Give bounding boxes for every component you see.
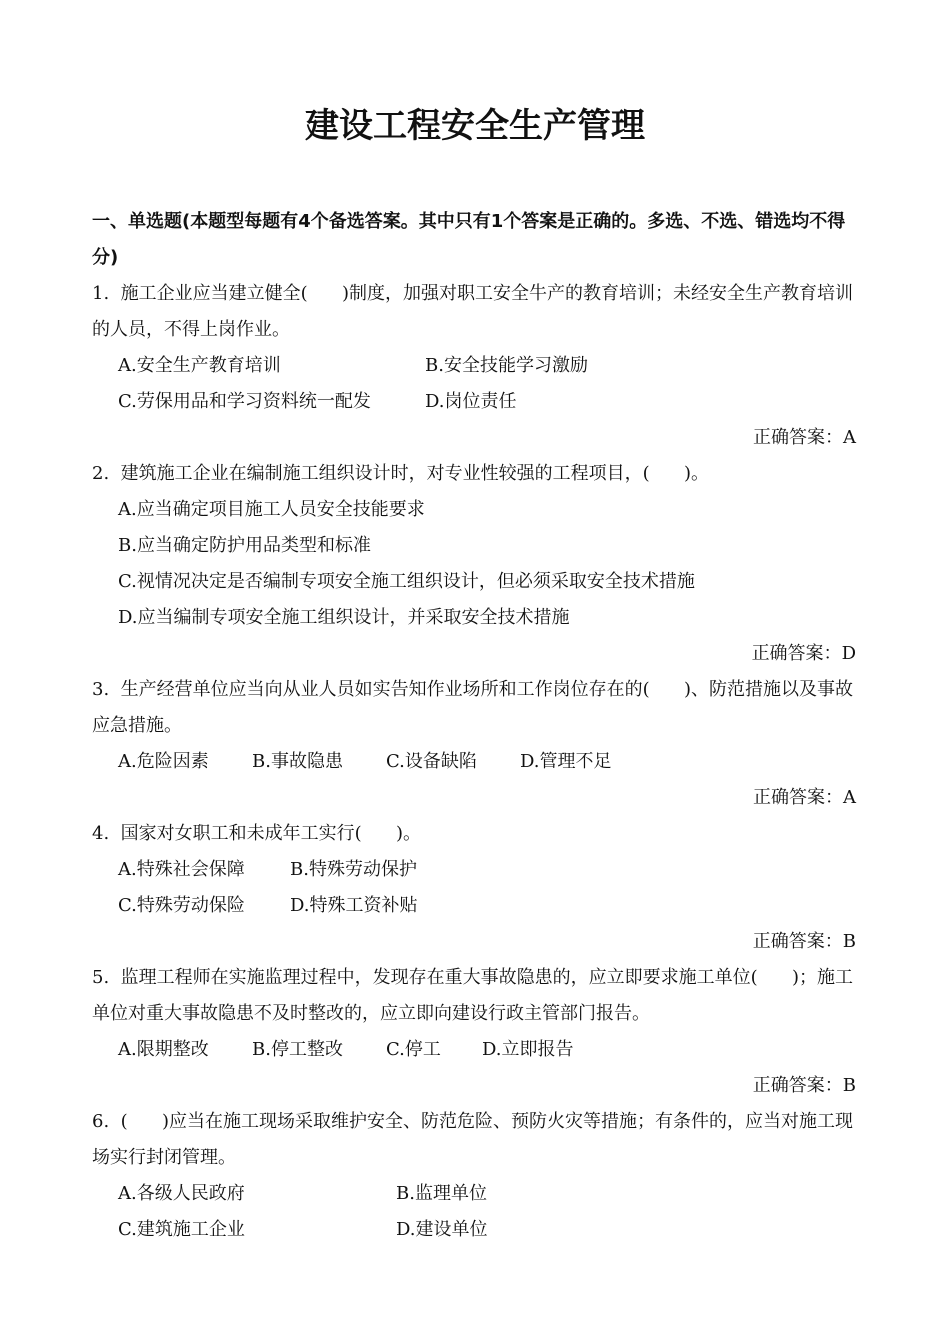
answer-value: B — [842, 931, 856, 952]
question-6 — [92, 1104, 858, 1248]
option-c: C.特殊劳动保险 — [118, 895, 245, 916]
option-b: B.特殊劳动保护 — [290, 859, 417, 880]
document-title: 建设工程安全生产管理 — [305, 106, 645, 146]
answer-value: A — [843, 427, 856, 448]
option-c: C.劳保用品和学习资料统一配发 — [118, 391, 371, 412]
options — [92, 1032, 858, 1068]
answer-value: A — [843, 787, 856, 808]
question-4 — [92, 816, 858, 960]
question-stem: 3. 生产经营单位应当向从业人员如实告知作业场所和工作岗位存在的( )、防范措施以及事故应急措施。 — [92, 679, 853, 736]
answer-label: 正确答案： — [752, 931, 843, 952]
option-d: D.立即报告 — [482, 1039, 574, 1060]
option-b: B.停工整改 — [252, 1039, 343, 1060]
question-5 — [92, 960, 858, 1104]
option-b: B.监理单位 — [396, 1183, 487, 1204]
question-1 — [92, 276, 858, 456]
option-d: D.特殊工资补贴 — [290, 895, 418, 916]
question-stem: 1. 施工企业应当建立健全( )制度，加强对职工安全牛产的教育培训；未经安全生产教育培训的人员，不得上岗作业。 — [92, 283, 853, 340]
option-d: D.建设单位 — [396, 1219, 488, 1240]
answer-label: 正确答案： — [751, 643, 842, 664]
option-a: A.各级人民政府 — [118, 1183, 245, 1204]
option-b: B.安全技能学习激励 — [425, 355, 588, 376]
option-c: C.视情况决定是否编制专项安全施工组织设计，但必须采取安全技术措施 — [118, 571, 695, 592]
question-stem: 5. 监理工程师在实施监理过程中，发现存在重大事故隐患的，应立即要求施工单位( )；施工单位对重大事故隐患不及时整改的，应立即向建设行政主管部门报告。 — [92, 967, 853, 1024]
answer-label: 正确答案： — [753, 787, 843, 808]
answer-value: D — [841, 643, 856, 664]
correct-answer — [92, 780, 856, 816]
option-c: C.建筑施工企业 — [118, 1219, 245, 1240]
option-d: D.应当编制专项安全施工组织设计，并采取安全技术措施 — [118, 607, 570, 628]
question-stem: 2. 建筑施工企业在编制施工组织设计时，对专业性较强的工程项目，( )。 — [92, 463, 709, 484]
option-b: B.应当确定防护用品类型和标准 — [118, 535, 371, 556]
section-heading: 一、单选题(本题型每题有4个备选答案。其中只有1个答案是正确的。多选、不选、错选均不得分) — [92, 211, 846, 268]
answer-label: 正确答案： — [752, 1075, 843, 1096]
options — [92, 1176, 858, 1248]
options — [92, 744, 858, 780]
question-stem: 4. 国家对女职工和未成年工实行( )。 — [92, 823, 421, 844]
answer-value: B — [842, 1075, 856, 1096]
correct-answer — [92, 1068, 856, 1104]
options — [92, 348, 858, 420]
options — [92, 852, 858, 924]
option-a: A.应当确定项目施工人员安全技能要求 — [118, 499, 425, 520]
option-b: B.事故隐患 — [252, 751, 343, 772]
question-stem: 6. ( )应当在施工现场采取维护安全、防范危险、预防火灾等措施；有条件的，应当对施工现场实行封闭管理。 — [92, 1111, 853, 1168]
option-c: C.停工 — [386, 1039, 441, 1060]
question-3 — [92, 672, 858, 816]
option-a: A.安全生产教育培训 — [118, 355, 281, 376]
correct-answer — [92, 924, 856, 960]
question-2 — [92, 456, 858, 672]
option-a: A.危险因素 — [118, 751, 209, 772]
option-a: A.限期整改 — [118, 1039, 209, 1060]
option-d: D.管理不足 — [520, 751, 612, 772]
option-c: C.设备缺陷 — [386, 751, 477, 772]
answer-label: 正确答案： — [753, 427, 843, 448]
correct-answer — [92, 636, 856, 672]
options — [92, 492, 858, 636]
option-d: D.岗位责任 — [425, 391, 517, 412]
correct-answer — [92, 420, 856, 456]
option-a: A.特殊社会保障 — [118, 859, 245, 880]
